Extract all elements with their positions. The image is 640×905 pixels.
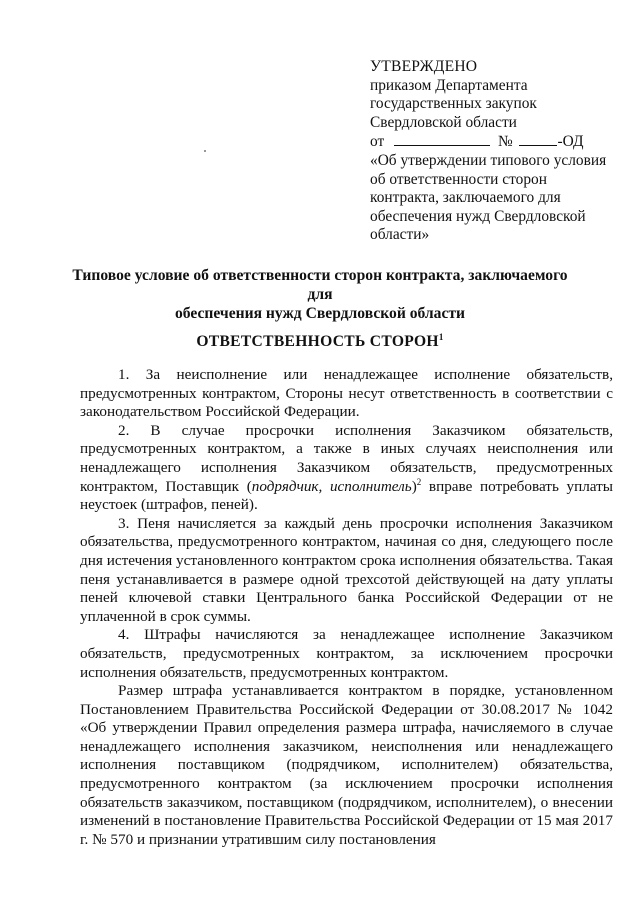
paragraph-5: Размер штрафа устанавливается контрактом в порядке, установленном Постановлением Правительства Российской Федерации от 30.08.2017 № 1042 «Об утверждении Правил определения размера штрафа, начисляемого в случае ненадлежащего исполнения заказчиком, неисполнения или ненадлежащего исполнения поставщиком (подрядчиком, исполнителем) обязательства, предусмотренного контрактом (за исключением просрочки исполнения обязательств заказчиком, поставщиком (подрядчиком, исполнителем), о внесении изменений в постановление Правительства Российской Федерации от 15 мая 2017 г. № 570 и признании утратившим силу постановления <box>80 682 613 848</box>
document-title-line-2: обеспечения нужд Свердловской области <box>174 305 466 322</box>
section-footnote-marker: 1 <box>438 331 444 342</box>
approval-line-2: государственных закупок <box>370 95 537 113</box>
paragraph-2-italic: подрядчик, исполнитель <box>251 477 412 495</box>
section-heading <box>60 333 580 351</box>
document-title <box>60 266 580 323</box>
approval-title: УТВЕРЖДЕНО <box>370 58 478 75</box>
paragraph-2-footnote-marker: 2 <box>416 476 422 487</box>
document-body <box>80 366 613 849</box>
approval-subject-line-4: обеспечения нужд Свердловской <box>370 207 586 225</box>
scan-speck <box>204 150 206 152</box>
paragraph-2-text-end: вправе потребовать уплаты неустоек (штрафов, пеней). <box>80 477 613 514</box>
paragraph-4: 4. Штрафы начисляются за ненадлежащее исполнение Заказчиком обязательств, предусмотренных контрактом, за исключением просрочки исполнения обязательств, предусмотренных контрактом. <box>80 626 613 681</box>
approval-subject-line-5: области» <box>370 226 430 244</box>
approval-block <box>370 58 620 245</box>
approval-subject-line-3: контракта, заключаемого для <box>370 189 561 207</box>
paragraph-1: 1. За неисполнение или ненадлежащее исполнение обязательств, предусмотренных контрактом, Стороны несут ответственность в соответствии с законодательством Российской Федерации. <box>80 366 613 421</box>
number-blank <box>519 132 557 146</box>
number-label: № <box>497 133 513 151</box>
approval-date-number-line <box>370 132 620 152</box>
approval-line-1: приказом Департамента <box>370 76 528 94</box>
section-title: ОТВЕТСТВЕННОСТЬ СТОРОН <box>196 333 439 350</box>
number-suffix: -ОД <box>557 133 584 151</box>
approval-subject-line-2: об ответственности сторон <box>370 170 547 188</box>
document-title-line-1: Типовое условие об ответственности сторон контракта, заключаемого для <box>72 267 568 303</box>
paragraph-2-text-start: 2. В случае просрочки исполнения Заказчиком обязательств, предусмотренных контрактом, а также в иных случаях неисполнения или ненадлежащего исполнения Заказчиком обязательств, предусмотренных контрактом, Поставщик ( <box>80 421 613 495</box>
approval-subject-line-1: «Об утверждении типового условия <box>370 151 607 169</box>
paragraph-2-close-paren: ) <box>411 477 417 495</box>
date-label: от <box>370 133 385 151</box>
date-blank <box>394 132 490 146</box>
paragraph-2 <box>80 422 613 515</box>
approval-line-3: Свердловской области <box>370 113 517 131</box>
paragraph-3: 3. Пеня начисляется за каждый день просрочки исполнения Заказчиком обязательства, предусмотренного контрактом, начиная со дня, следующего после дня истечения установленного контрактом срока исполнения обязательства. Такая пеня устанавливается в размере одной трехсотой действующей на дату уплаты пеней ключевой ставки Центрального банка Российской Федерации от не уплаченной в срок суммы. <box>80 514 613 625</box>
